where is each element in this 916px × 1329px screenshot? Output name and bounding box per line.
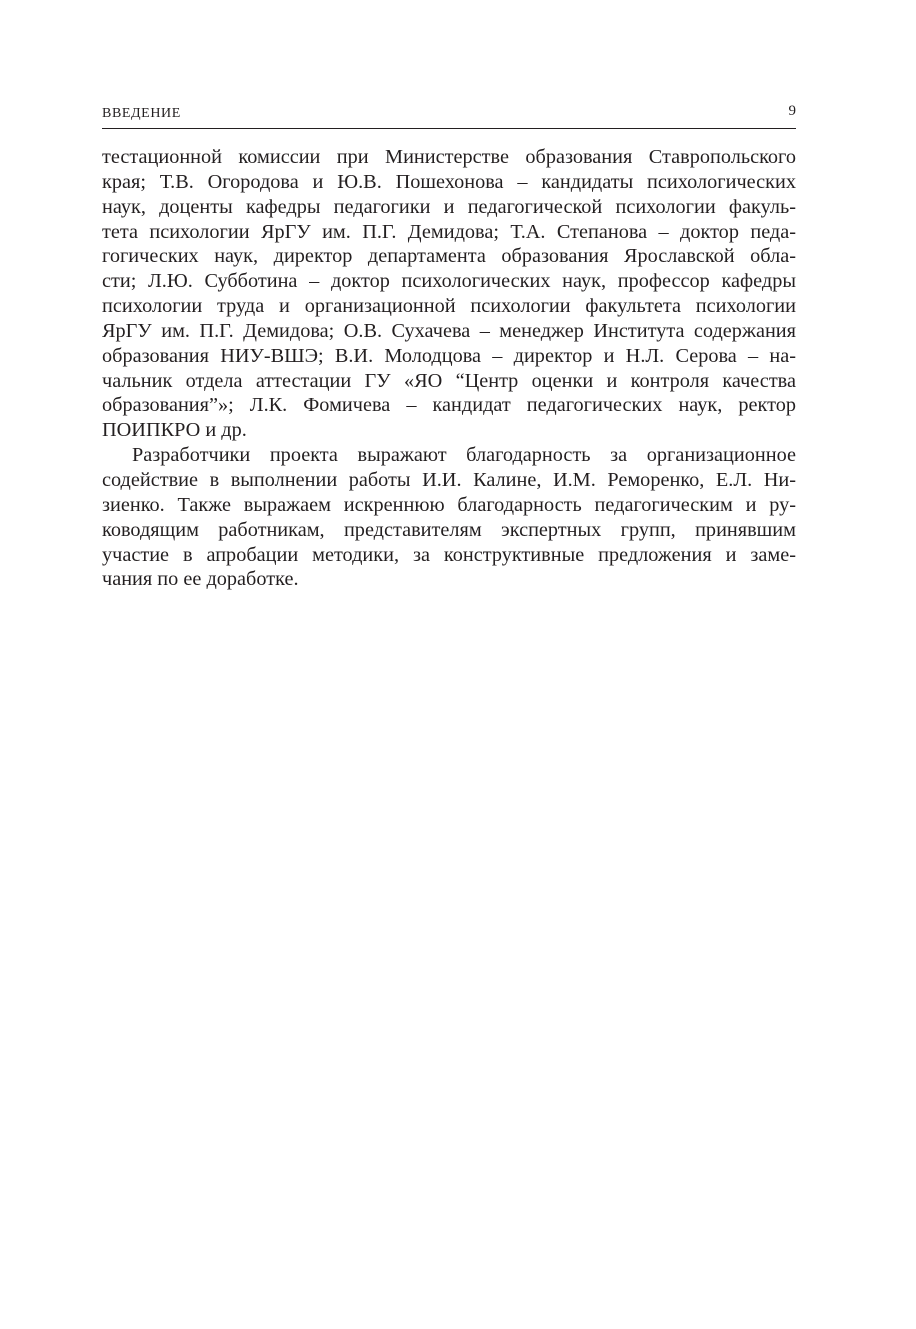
text-line: психологии труда и организационной психологии факультета психологии: [102, 295, 796, 318]
text-line: участие в апробации методики, за конструктивные предложения и заме-: [102, 543, 796, 566]
running-head: [102, 104, 796, 129]
text-line: образования НИУ-ВШЭ; В.И. Молодцова – директор и Н.Л. Серова – на-: [102, 344, 796, 367]
text-line: образования”»; Л.К. Фомичева – кандидат педагогических наук, ректор: [102, 394, 796, 417]
text-line: тета психологии ЯрГУ им. П.Г. Демидова; Т.А. Степанова – доктор педа-: [102, 220, 796, 243]
body-text: [102, 145, 796, 592]
text-line: наук, доценты кафедры педагогики и педагогической психологии факуль-: [102, 195, 796, 218]
text-line: чальник отдела аттестации ГУ «ЯО “Центр оценки и контроля качества: [102, 369, 796, 392]
section-title: ВВЕДЕНИЕ: [102, 106, 181, 121]
paragraph: [102, 443, 796, 592]
text-line: Разработчики проекта выражают благодарность за организационное: [132, 444, 796, 467]
paragraph: [102, 145, 796, 443]
text-line: тестационной комиссии при Министерстве образования Ставропольского: [102, 146, 796, 168]
text-line: ПОИПКРО и др.: [102, 419, 247, 442]
text-line: ководящим работникам, представителям экспертных групп, принявшим: [102, 518, 796, 541]
text-line: зиенко. Также выражаем искреннюю благодарность педагогическим и ру-: [102, 493, 796, 516]
text-line: ЯрГУ им. П.Г. Демидова; О.В. Сухачева – менеджер Института содержания: [102, 319, 796, 342]
page-number: 9: [788, 103, 796, 119]
text-line: сти; Л.Ю. Субботина – доктор психологических наук, профессор кафедры: [102, 270, 796, 293]
text-line: гогических наук, директор департамента образования Ярославской обла-: [102, 245, 796, 268]
text-line: края; Т.В. Огородова и Ю.В. Пошехонова – кандидаты психологических: [102, 170, 796, 193]
text-line: содействие в выполнении работы И.И. Калине, И.М. Реморенко, Е.Л. Ни-: [102, 468, 796, 491]
text-line: чания по ее доработке.: [102, 568, 299, 591]
